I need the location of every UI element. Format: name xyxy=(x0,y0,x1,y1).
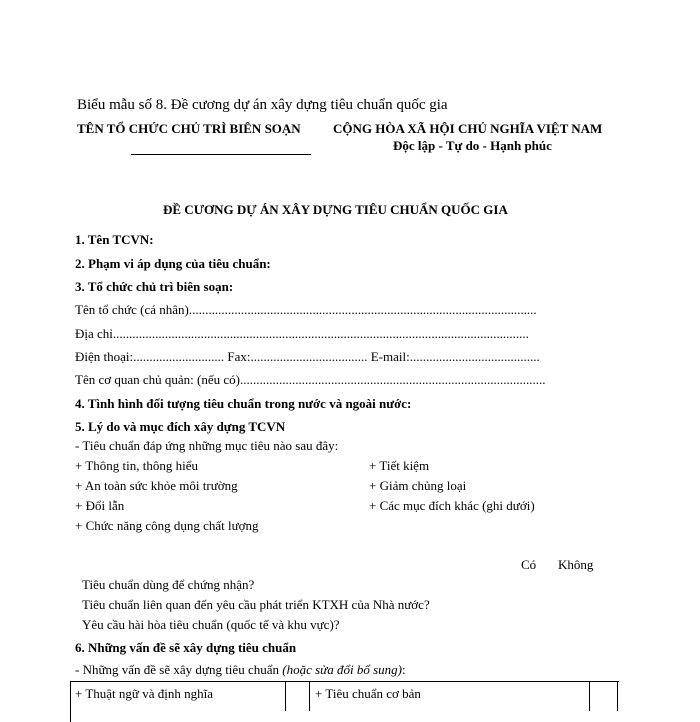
objective-left-item: + An toàn sức khỏe môi trường xyxy=(75,478,238,493)
table-divider xyxy=(309,681,310,711)
contact-field: Điện thoại:............................ Fax:.................................... E-mail:........................................ xyxy=(75,349,540,364)
org-name-field: Tên tổ chức (cá nhân)........................................................................................................... xyxy=(75,302,537,317)
section-6-intro: - Những vấn đề sẽ xây dựng tiêu chuẩn (hoặc sửa đổi bổ sung): xyxy=(75,662,406,677)
agency-field: Tên cơ quan chủ quản: (nếu có).............................................................................................. xyxy=(75,372,546,387)
org-name-underline xyxy=(131,154,311,155)
org-label: TÊN TỔ CHỨC CHỦ TRÌ BIÊN SOẠN xyxy=(77,121,301,136)
section-3-heading: 3. Tổ chức chủ trì biên soạn: xyxy=(75,279,234,294)
objective-right-item: + Các mục đích khác (ghi dưới) xyxy=(369,498,535,513)
objective-left-item: + Chức năng công dụng chất lượng xyxy=(75,518,259,533)
column-no-label: Không xyxy=(558,557,594,572)
objective-left-item: + Thông tin, thông hiểu xyxy=(75,458,199,473)
objective-right-item: + Tiết kiệm xyxy=(369,458,430,473)
table-cell: + Tiêu chuẩn cơ bản xyxy=(315,686,421,701)
section-5-heading: 5. Lý do và mục đích xây dựng TCVN xyxy=(75,419,286,434)
question-item: Tiêu chuẩn liên quan đến yêu cầu phát triển KTXH của Nhà nước? xyxy=(82,597,430,612)
section-1-heading: 1. Tên TCVN: xyxy=(75,232,154,247)
document-title: ĐỀ CƯƠNG DỰ ÁN XÂY DỰNG TIÊU CHUẨN QUỐC GIA xyxy=(163,202,508,217)
address-field: Địa chỉ................................................................................................................................ xyxy=(75,326,529,341)
table-divider xyxy=(617,681,618,711)
objective-left-item: + Đổi lẫn xyxy=(75,498,125,513)
section-6-heading: 6. Những vấn đề sẽ xây dựng tiêu chuẩn xyxy=(75,640,297,655)
objective-right-item: + Giảm chủng loại xyxy=(369,478,467,493)
form-title: Biểu mẫu số 8. Đề cương dự án xây dựng tiêu chuẩn quốc gia xyxy=(77,97,448,113)
section-2-heading: 2. Phạm vi áp dụng của tiêu chuẩn: xyxy=(75,256,271,271)
question-item: Yêu cầu hài hòa tiêu chuẩn (quốc tế và khu vực)? xyxy=(82,617,340,632)
table-cell: + Thuật ngữ và định nghĩa xyxy=(75,686,213,701)
motto: Độc lập - Tự do - Hạnh phúc xyxy=(393,138,552,153)
table-divider xyxy=(589,681,590,711)
column-yes-label: Có xyxy=(521,557,537,572)
question-item: Tiêu chuẩn dùng để chứng nhận? xyxy=(82,577,255,592)
section-4-heading: 4. Tình hình đối tượng tiêu chuẩn trong nước và ngoài nước: xyxy=(75,396,412,411)
country-name: CỘNG HÒA XÃ HỘI CHỦ NGHĨA VIỆT NAM xyxy=(333,121,603,136)
table-divider xyxy=(285,681,286,711)
section-5-intro: - Tiêu chuẩn đáp ứng những mục tiêu nào sau đây: xyxy=(75,438,339,453)
